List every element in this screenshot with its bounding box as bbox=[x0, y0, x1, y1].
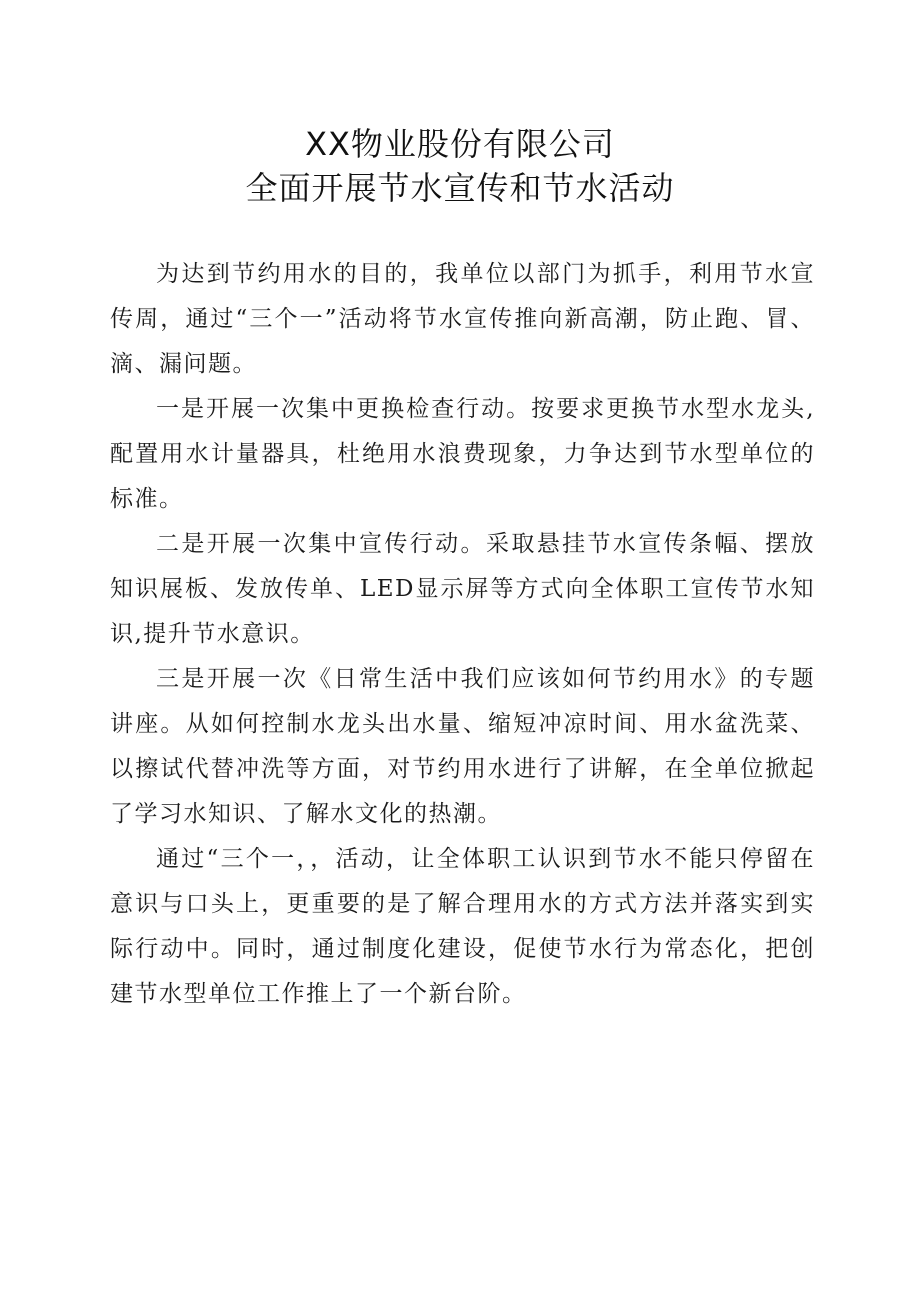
paragraph-intro: 为达到节约用水的目的，我单位以部门为抓手，利用节水宣传周，通过“三个一”活动将节水宣传推向新高潮，防止跑、冒、滴、漏问题。 bbox=[110, 261, 815, 377]
title-line-subject: 全面开展节水宣传和节水活动 bbox=[245, 169, 675, 207]
document-body bbox=[110, 252, 815, 1017]
document-title bbox=[0, 122, 920, 210]
paragraph-second-action: 二是开展一次集中宣传行动。采取悬挂节水宣传条幅、摆放知识展板、发放传单、LED显示屏等方式向全体职工宣传节水知识,提升节水意识。 bbox=[110, 531, 815, 647]
title-line-company: XX物业股份有限公司 bbox=[305, 125, 615, 163]
paragraph-third-action: 三是开展一次《日常生活中我们应该如何节约用水》的专题讲座。从如何控制水龙头出水量、缩短冲凉时间、用水盆洗菜、以擦试代替冲洗等方面，对节约用水进行了讲解，在全单位掀起了学习水知识、了解水文化的热潮。 bbox=[110, 666, 815, 827]
paragraph-conclusion: 通过“三个一，，活动，让全体职工认识到节水不能只停留在意识与口头上，更重要的是了解合理用水的方式方法并落实到实际行动中。同时，通过制度化建设，促使节水行为常态化，把创建节水型单位工作推上了一个新台阶。 bbox=[110, 846, 815, 1007]
paragraph-first-action: 一是开展一次集中更换检查行动。按要求更换节水型水龙头,配置用水计量器具，杜绝用水浪费现象，力争达到节水型单位的标准。 bbox=[110, 396, 815, 512]
